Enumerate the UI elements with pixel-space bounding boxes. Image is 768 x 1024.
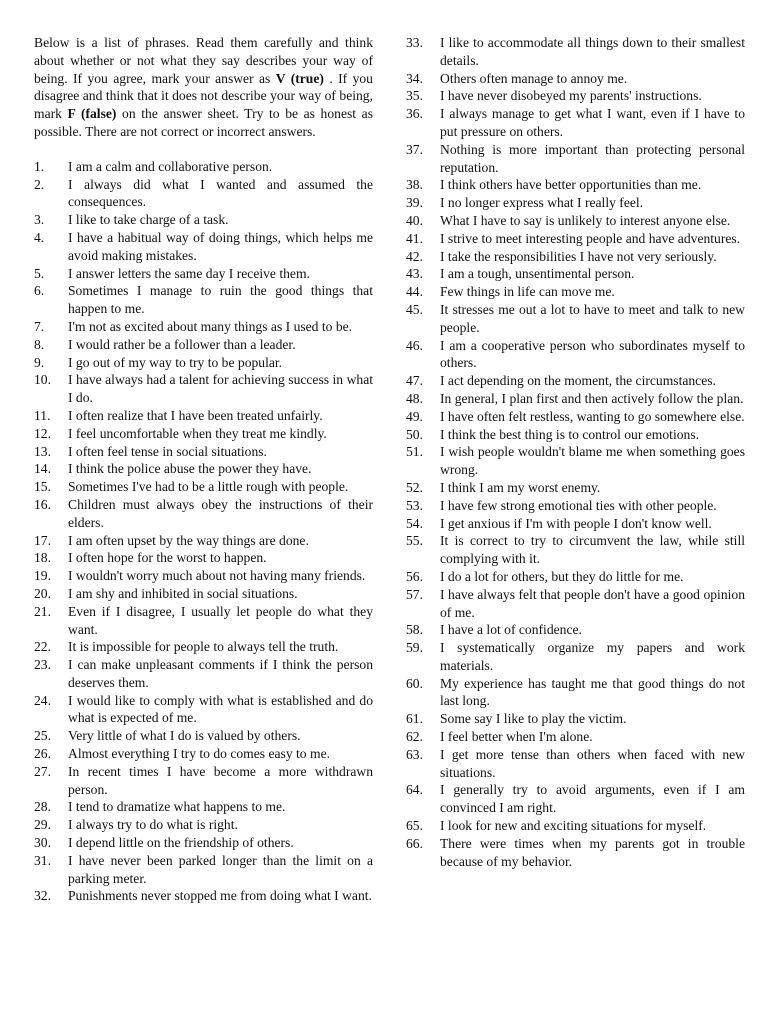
list-item xyxy=(406,176,745,194)
item-number: 37. xyxy=(406,141,423,157)
item-text: Almost everything I try to do comes easy to me. xyxy=(68,746,331,762)
item-text: I have never been parked longer than the limit on a parking meter. xyxy=(68,852,373,886)
item-number: 59. xyxy=(406,640,423,656)
list-item xyxy=(34,763,373,799)
item-number: 30. xyxy=(34,835,51,851)
list-item xyxy=(34,407,373,425)
item-text: I generally try to avoid arguments, even if I am convinced I am right. xyxy=(440,782,745,816)
list-item xyxy=(34,656,373,692)
item-text: I am shy and inhibited in social situations. xyxy=(68,585,298,601)
item-text: I feel better when I'm alone. xyxy=(440,729,593,745)
list-item xyxy=(406,34,745,70)
item-text: I depend little on the friendship of others. xyxy=(68,835,294,851)
item-text: I think I am my worst enemy. xyxy=(440,479,601,495)
item-text: In general, I plan first and then actively follow the plan. xyxy=(440,390,744,406)
item-number: 20. xyxy=(34,585,51,601)
list-item xyxy=(406,230,745,248)
item-text: It stresses me out a lot to have to meet and talk to new people. xyxy=(440,301,745,335)
list-item xyxy=(34,603,373,639)
item-text: Others often manage to annoy me. xyxy=(440,70,628,86)
item-number: 34. xyxy=(406,70,423,86)
list-item xyxy=(34,887,373,905)
list-item xyxy=(406,212,745,230)
list-item xyxy=(406,515,745,533)
item-text: What I have to say is unlikely to interest anyone else. xyxy=(440,212,731,228)
instructions-text-1: Below is a list of phrases. Read them carefully and think about whether or not what they say describes your way of being. If you agree, mark your answer as xyxy=(34,35,373,86)
item-text: Nothing is more important than protecting personal reputation. xyxy=(440,141,745,175)
item-text: I systematically organize my papers and work materials. xyxy=(440,640,745,673)
item-text: I like to take charge of a task. xyxy=(68,212,229,228)
item-text: I often hope for the worst to happen. xyxy=(68,550,267,566)
item-number: 44. xyxy=(406,284,423,300)
list-item xyxy=(406,568,745,586)
list-item xyxy=(34,585,373,603)
list-item xyxy=(406,586,745,622)
item-number: 4. xyxy=(34,229,45,245)
instructions-paragraph xyxy=(34,34,373,141)
list-item xyxy=(406,479,745,497)
item-text: I strive to meet interesting people and have adventures. xyxy=(440,230,741,246)
list-item xyxy=(34,354,373,372)
list-item xyxy=(34,425,373,443)
item-text: I no longer express what I really feel. xyxy=(440,195,644,211)
list-item xyxy=(406,248,745,266)
item-text: I wouldn't worry much about not having many friends. xyxy=(68,568,366,584)
list-item xyxy=(34,532,373,550)
item-text: I tend to dramatize what happens to me. xyxy=(68,799,286,815)
item-text: I am often upset by the way things are done. xyxy=(68,532,309,548)
item-text: I'm not as excited about many things as I used to be. xyxy=(68,318,353,334)
list-item xyxy=(406,390,745,408)
item-text: I always manage to get what I want, even if I have to put pressure on others. xyxy=(440,106,745,139)
list-item xyxy=(406,817,745,835)
list-item xyxy=(406,337,745,373)
item-text: I have a lot of confidence. xyxy=(440,622,582,638)
item-number: 29. xyxy=(34,817,51,833)
left-column xyxy=(34,34,373,905)
item-number: 57. xyxy=(406,586,423,602)
item-number: 19. xyxy=(34,568,51,584)
list-item xyxy=(406,87,745,105)
item-number: 8. xyxy=(34,336,45,352)
item-text: I have few strong emotional ties with other people. xyxy=(440,497,717,513)
item-text: I often feel tense in social situations. xyxy=(68,443,267,459)
item-number: 58. xyxy=(406,622,423,638)
item-number: 56. xyxy=(406,568,423,584)
right-item-list xyxy=(406,34,745,870)
item-number: 45. xyxy=(406,301,423,317)
item-number: 16. xyxy=(34,496,51,512)
item-text: I have often felt restless, wanting to go somewhere else. xyxy=(440,408,745,424)
item-text: I get more tense than others when faced with new situations. xyxy=(440,746,745,780)
list-item xyxy=(34,460,373,478)
list-item xyxy=(406,105,745,141)
item-text: My experience has taught me that good things do not last long. xyxy=(440,675,745,709)
list-item xyxy=(34,282,373,318)
list-item xyxy=(34,798,373,816)
list-item xyxy=(406,621,745,639)
item-number: 46. xyxy=(406,337,423,353)
item-number: 47. xyxy=(406,373,423,389)
item-text: It is impossible for people to always tell the truth. xyxy=(68,639,339,655)
item-text: Few things in life can move me. xyxy=(440,284,615,300)
item-number: 9. xyxy=(34,354,45,370)
item-number: 21. xyxy=(34,603,51,619)
item-text: I think others have better opportunities than me. xyxy=(440,177,702,193)
item-text: I look for new and exciting situations for myself. xyxy=(440,818,707,834)
list-item xyxy=(34,318,373,336)
item-number: 18. xyxy=(34,550,51,566)
item-text: Punishments never stopped me from doing what I want. xyxy=(68,888,372,904)
list-item xyxy=(34,265,373,283)
list-item xyxy=(406,835,745,871)
item-number: 66. xyxy=(406,835,423,851)
list-item xyxy=(406,301,745,337)
item-text: I go out of my way to try to be popular. xyxy=(68,354,283,370)
list-item xyxy=(34,336,373,354)
item-number: 54. xyxy=(406,515,423,531)
item-text: I am a calm and collaborative person. xyxy=(68,158,273,174)
item-number: 40. xyxy=(406,212,423,228)
item-number: 39. xyxy=(406,195,423,211)
item-number: 26. xyxy=(34,746,51,762)
item-number: 65. xyxy=(406,818,423,834)
item-number: 11. xyxy=(34,407,51,423)
list-item xyxy=(34,371,373,407)
item-number: 61. xyxy=(406,711,423,727)
list-item xyxy=(34,692,373,728)
item-number: 42. xyxy=(406,248,423,264)
item-text: I wish people wouldn't blame me when something goes wrong. xyxy=(440,444,745,478)
item-number: 62. xyxy=(406,729,423,745)
false-mark: F (false) xyxy=(67,106,117,122)
item-number: 35. xyxy=(406,88,423,104)
item-number: 36. xyxy=(406,106,423,122)
list-item xyxy=(406,639,745,675)
list-item xyxy=(34,229,373,265)
item-number: 10. xyxy=(34,372,51,388)
item-number: 3. xyxy=(34,212,45,228)
item-number: 33. xyxy=(406,35,423,50)
item-number: 63. xyxy=(406,746,423,762)
item-text: I often realize that I have been treated unfairly. xyxy=(68,407,323,423)
list-item xyxy=(34,727,373,745)
item-number: 12. xyxy=(34,425,51,441)
item-text: I take the responsibilities I have not very seriously. xyxy=(440,248,717,264)
item-text: I like to accommodate all things down to their smallest details. xyxy=(440,35,745,68)
item-number: 25. xyxy=(34,728,51,744)
list-item xyxy=(406,675,745,711)
list-item xyxy=(406,710,745,728)
list-item xyxy=(34,211,373,229)
list-item xyxy=(406,372,745,390)
item-text: I answer letters the same day I receive them. xyxy=(68,265,310,281)
item-text: I have always felt that people don't have a good opinion of me. xyxy=(440,586,745,620)
list-item xyxy=(34,158,373,176)
item-text: I get anxious if I'm with people I don't know well. xyxy=(440,515,712,531)
item-number: 7. xyxy=(34,318,45,334)
list-item xyxy=(406,141,745,177)
list-item xyxy=(34,852,373,888)
list-item xyxy=(406,265,745,283)
item-text: I think the best thing is to control our emotions. xyxy=(440,426,700,442)
list-item xyxy=(34,567,373,585)
item-number: 43. xyxy=(406,266,423,282)
item-text: I can make unpleasant comments if I think the person deserves them. xyxy=(68,657,373,690)
item-text: I think the police abuse the power they have. xyxy=(68,461,312,477)
item-text: Even if I disagree, I usually let people do what they want. xyxy=(68,603,373,637)
item-text: I am a tough, unsentimental person. xyxy=(440,266,635,282)
list-item xyxy=(406,497,745,515)
item-number: 27. xyxy=(34,763,51,779)
item-text: I feel uncomfortable when they treat me kindly. xyxy=(68,425,327,441)
item-number: 55. xyxy=(406,533,423,549)
item-text: I act depending on the moment, the circumstances. xyxy=(440,373,716,389)
item-text: I have always had a talent for achieving success in what I do. xyxy=(68,372,373,406)
item-text: I always did what I wanted and assumed the consequences. xyxy=(68,176,373,210)
list-item xyxy=(406,426,745,444)
item-number: 53. xyxy=(406,497,423,513)
item-text: It is correct to try to circumvent the law, while still complying with it. xyxy=(440,533,745,567)
list-item xyxy=(406,443,745,479)
item-number: 22. xyxy=(34,639,51,655)
list-item xyxy=(34,816,373,834)
item-number: 28. xyxy=(34,799,51,815)
item-number: 13. xyxy=(34,443,51,459)
item-text: I have never disobeyed my parents' instructions. xyxy=(440,88,702,104)
list-item xyxy=(34,834,373,852)
item-text: I would like to comply with what is established and do what is expected of me. xyxy=(68,692,373,726)
list-item xyxy=(406,728,745,746)
list-item xyxy=(406,532,745,568)
list-item xyxy=(34,549,373,567)
item-text: I always try to do what is right. xyxy=(68,817,238,833)
item-text: There were times when my parents got in trouble because of my behavior. xyxy=(440,835,745,869)
true-mark: V (true) xyxy=(275,70,324,86)
item-number: 52. xyxy=(406,479,423,495)
item-text: I would rather be a follower than a leader. xyxy=(68,336,296,352)
instructions-text-3: on the answer sheet. Try to be as honest as possible. There are not correct or incorrect answers. xyxy=(34,106,373,139)
item-text: Very little of what I do is valued by others. xyxy=(68,728,301,744)
item-text: Sometimes I manage to ruin the good things that happen to me. xyxy=(68,283,373,317)
item-number: 60. xyxy=(406,675,423,691)
item-text: In recent times I have become a more withdrawn person. xyxy=(68,763,373,797)
item-number: 15. xyxy=(34,479,51,495)
item-text: Children must always obey the instructions of their elders. xyxy=(68,496,373,530)
list-item xyxy=(406,408,745,426)
item-number: 5. xyxy=(34,265,45,281)
item-text: I am a cooperative person who subordinates myself to others. xyxy=(440,337,745,371)
list-item xyxy=(34,478,373,496)
item-number: 32. xyxy=(34,888,51,904)
list-item xyxy=(34,176,373,212)
list-item xyxy=(406,283,745,301)
item-number: 17. xyxy=(34,532,51,548)
item-number: 41. xyxy=(406,230,423,246)
left-item-list xyxy=(34,158,373,905)
item-number: 48. xyxy=(406,390,423,406)
item-text: Sometimes I've had to be a little rough with people. xyxy=(68,479,349,495)
list-item xyxy=(406,70,745,88)
item-text: I have a habitual way of doing things, which helps me avoid making mistakes. xyxy=(68,229,373,263)
item-number: 2. xyxy=(34,176,45,192)
item-number: 49. xyxy=(406,408,423,424)
item-text: I do a lot for others, but they do little for me. xyxy=(440,568,684,584)
list-item xyxy=(406,781,745,817)
item-number: 24. xyxy=(34,692,51,708)
list-item xyxy=(34,496,373,532)
item-number: 38. xyxy=(406,177,423,193)
list-item xyxy=(34,638,373,656)
item-number: 50. xyxy=(406,426,423,442)
item-number: 14. xyxy=(34,461,51,477)
instructions-text-2: . If you disagree and think that it does not describe your way of being, mark xyxy=(34,70,373,122)
item-number: 31. xyxy=(34,852,51,868)
item-number: 1. xyxy=(34,158,45,174)
list-item xyxy=(406,746,745,782)
list-item xyxy=(406,194,745,212)
list-item xyxy=(34,443,373,461)
right-column xyxy=(406,34,745,870)
item-number: 23. xyxy=(34,657,51,673)
list-item xyxy=(34,745,373,763)
item-number: 6. xyxy=(34,283,45,299)
item-number: 51. xyxy=(406,444,423,460)
item-text: Some say I like to play the victim. xyxy=(440,711,627,727)
item-number: 64. xyxy=(406,782,423,798)
